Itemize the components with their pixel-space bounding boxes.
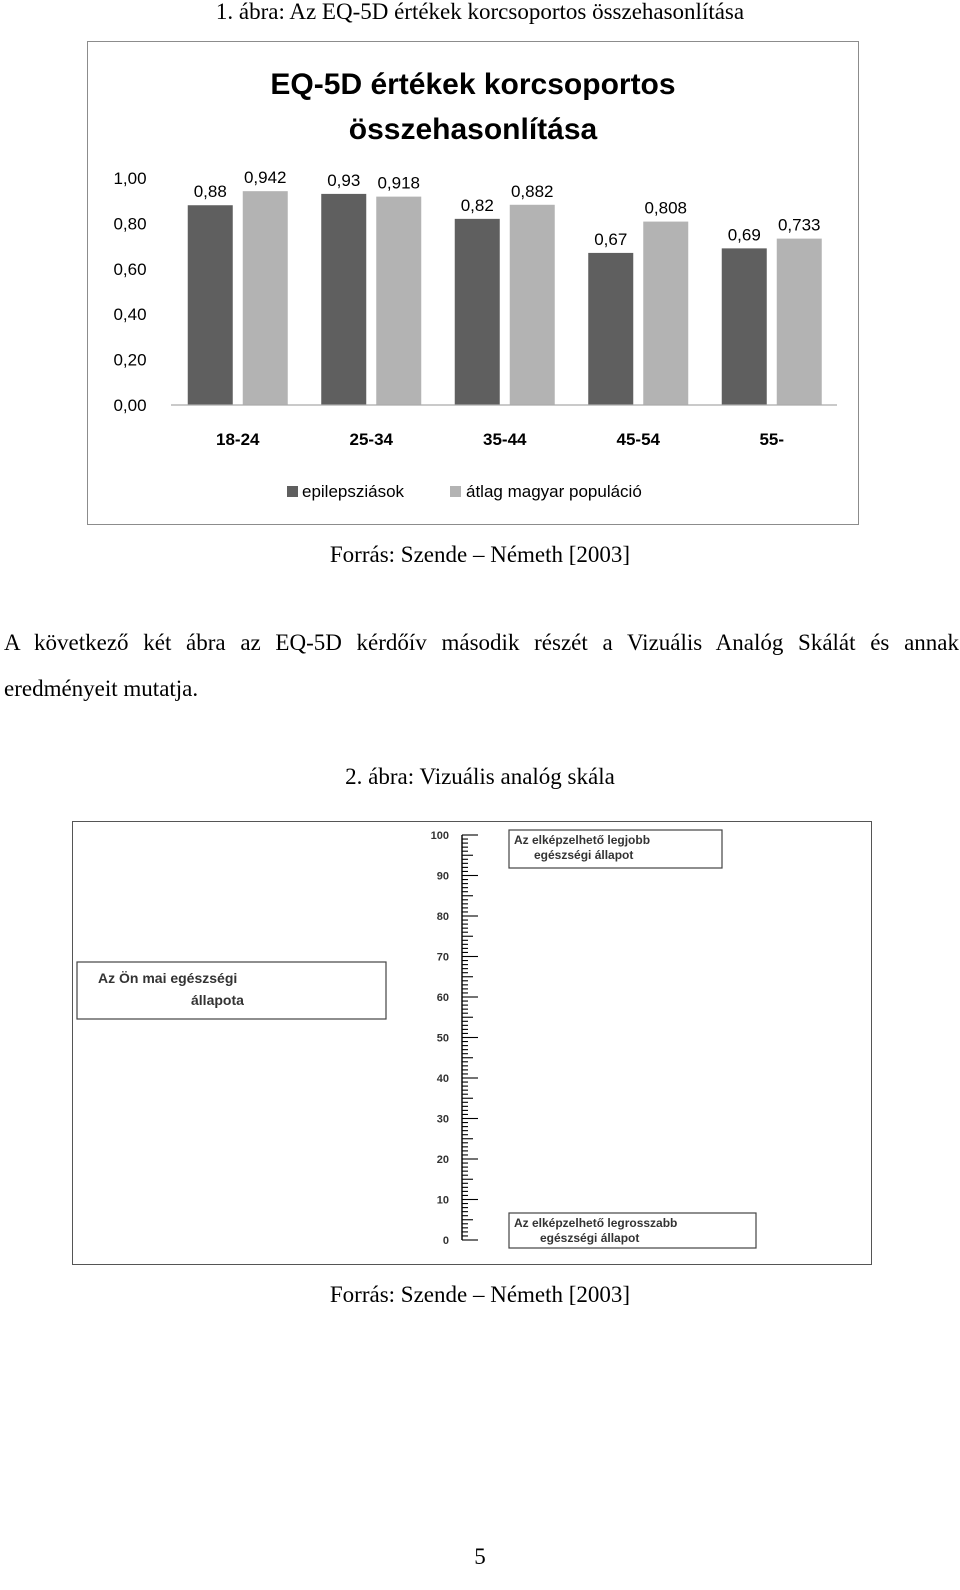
bar-value-label: 0,88 [193,182,227,202]
y-tick-label: 0,40 [113,305,147,325]
eq5d-chart [87,41,859,525]
current-state-line1: Az Ön mai egészségi [98,970,238,986]
figure2-source: Forrás: Szende – Németh [2003] [329,1282,631,1307]
x-tick-label: 18-24 [216,430,260,449]
bar-value-label: 0,942 [243,168,287,188]
bar-value-label: 0,918 [377,173,421,193]
bar-value-label: 0,882 [510,181,554,201]
legend-label-population: átlag magyar populáció [466,482,642,501]
bar-value-label: 0,733 [777,215,821,235]
legend-label-epilepsy: epilepsziások [302,482,405,501]
bar-epilepsy-35-44 [455,219,500,405]
bar-value-label: 0,93 [327,170,361,190]
y-tick-label: 0,80 [113,214,147,234]
vas-scale-label: 40 [436,1073,449,1085]
bar-population-55- [777,239,822,405]
vas-scale-label: 80 [436,911,449,923]
best-state-line2: egészségi állapot [534,848,634,862]
bar-population-18-24 [243,191,288,405]
vas-scale-label: 20 [436,1154,449,1166]
vas-scale-label: 70 [436,951,449,964]
paragraph-line2: eredményeit mutatja. [4,676,199,701]
vas-scale-label: 100 [430,830,449,842]
y-tick-label: 1,00 [113,169,147,188]
bar-epilepsy-55- [722,248,767,405]
visual-analog-scale [73,822,871,1264]
legend-swatch-population [450,486,461,497]
bar-epilepsy-45-54 [588,253,633,405]
bar-epilepsy-25-34 [321,194,366,405]
bar-population-25-34 [376,197,421,405]
worst-state-line1: Az elképzelhető legrosszabb [514,1216,678,1230]
chart-title-line2: összehasonlítása [348,113,598,146]
worst-state-line2: egészségi állapot [540,1231,640,1245]
x-tick-label: 45-54 [616,430,660,449]
chart-title-line1: EQ-5D értékek korcsoportos [270,68,676,101]
x-tick-label: 35-44 [483,430,527,449]
vas-scale-label: 90 [436,870,449,883]
vas-ruler [431,830,478,1247]
eq5d-bar-chart [88,42,858,524]
best-state-line1: Az elképzelhető legjobb [514,833,651,847]
bar-value-label: 0,67 [594,229,628,249]
y-tick-label: 0,20 [113,350,147,370]
figure2-caption: 2. ábra: Vizuális analóg skála [345,764,615,789]
y-tick-label: 0,00 [113,396,147,415]
bar-value-label: 0,69 [727,225,761,245]
y-tick-label: 0,60 [113,259,147,279]
figure1-caption: 1. ábra: Az EQ-5D értékek korcsoportos összehasonlítása [215,0,745,24]
bar-value-label: 0,808 [644,198,688,218]
vas-scale-label: 30 [436,1113,449,1126]
x-tick-label: 55- [759,430,785,449]
paragraph-line1: A következő két ábra az EQ-5D kérdőív második részét a Vizuális Analóg Skálát és annak [4,630,959,655]
bar-population-45-54 [643,222,688,405]
vas-scale-label: 0 [442,1235,449,1247]
bar-value-label: 0,82 [460,195,494,215]
figure1-source: Forrás: Szende – Németh [2003] [329,542,631,567]
current-state-line2: állapota [191,992,244,1008]
vas-scale-label: 50 [436,1032,449,1045]
vas-figure [72,821,872,1265]
page-number: 5 [474,1544,486,1569]
vas-scale-label: 60 [436,992,449,1004]
legend-swatch-epilepsy [287,486,298,497]
vas-scale-label: 10 [436,1194,449,1207]
x-tick-label: 25-34 [349,430,393,449]
bar-population-35-44 [510,205,555,405]
bar-epilepsy-18-24 [188,205,233,405]
